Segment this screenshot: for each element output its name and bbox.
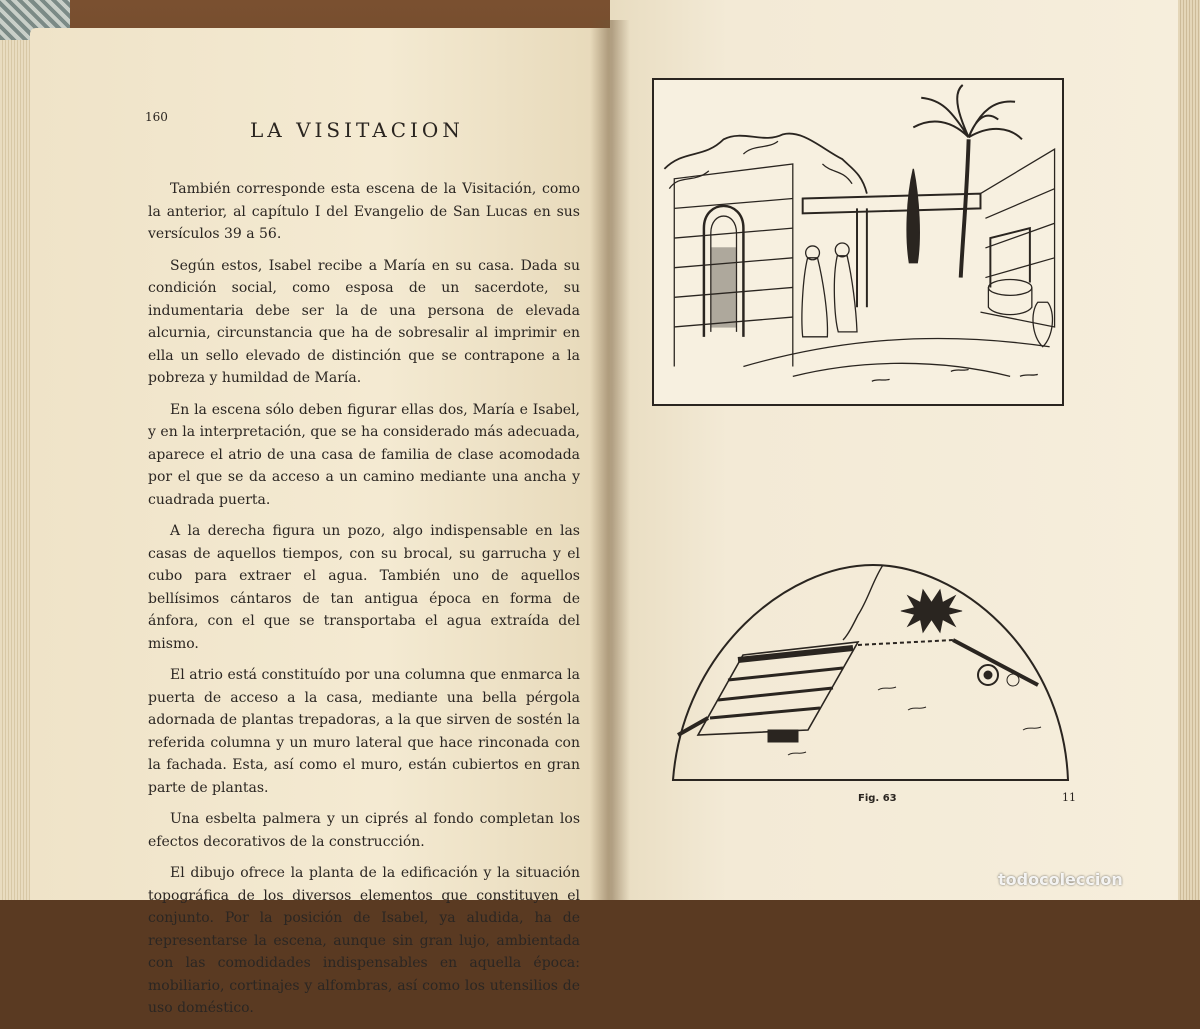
- figure-caption: Fig. 63: [858, 793, 897, 804]
- paragraph: El dibujo ofrece la planta de la edificación y la situación topográfica de los diversos elementos que constituyen el conjunto. Por la posición de Isabel, ya aludida, ha de representarse la escena, aunque sin gran lujo, ambientada con las comodidades indispensables en aquella época: mobiliario, cortinajes y alfombras, así como los utensilios de uso doméstico.: [148, 865, 580, 1016]
- paragraph: A la derecha figura un pozo, algo indispensable en las casas de aquellos tiempos, con su brocal, su garrucha y el cubo para extraer el agua. También uno de aquellos bellísimos cántaros de tan antigua época en forma de ánfora, con el que se transportaba el agua extraída del mismo.: [148, 523, 580, 652]
- floor-plan-drawing: [668, 560, 1073, 782]
- scene-drawing: [654, 80, 1062, 404]
- paragraph: También corresponde esta escena de la Visitación, como la anterior, al capítulo I del Evangelio de San Lucas en sus versículos 39 a 56.: [148, 181, 580, 242]
- floor-plan-illustration: [668, 560, 1073, 782]
- paragraph: El atrio está constituído por una columna que enmarca la puerta de acceso a la casa, mediante una bella pérgola adornada de plantas trepadoras, a la que sirven de sostén la referida columna y un muro lateral que hace rinconada con la fachada. Esta, así como el muro, están cubiertos en gran parte de plantas.: [148, 667, 580, 796]
- paragraph: En la escena sólo deben figurar ellas dos, María e Isabel, y en la interpretación, que se ha considerado más adecuada, aparece el atrio de una casa de familia de clase acomodada por el que se da acceso a un camino mediante una ancha y cuadrada puerta.: [148, 401, 580, 508]
- watermark-text: todocoleccion: [998, 870, 1123, 889]
- paragraph: Una esbelta palmera y un ciprés al fondo completan los efectos decorativos de la construcción.: [148, 811, 580, 850]
- signature-mark: 11: [1062, 791, 1076, 804]
- book-spine-shadow: [590, 20, 630, 900]
- paragraph: Según estos, Isabel recibe a María en su casa. Dada su condición social, como esposa de un sacerdote, su indumentaria debe ser la de una persona de elevada alcurnia, circunstancia que ha de sobresalir al imprimir en ella un sello elevado de distinción que se contrapone a la pobreza y humildad de María.: [148, 257, 580, 386]
- page-stack-edge-right: [1178, 0, 1200, 900]
- page-number: 160: [145, 110, 168, 124]
- chapter-title: LA VISITACION: [250, 118, 464, 142]
- body-text: [148, 178, 580, 1029]
- scene-illustration: [652, 78, 1064, 406]
